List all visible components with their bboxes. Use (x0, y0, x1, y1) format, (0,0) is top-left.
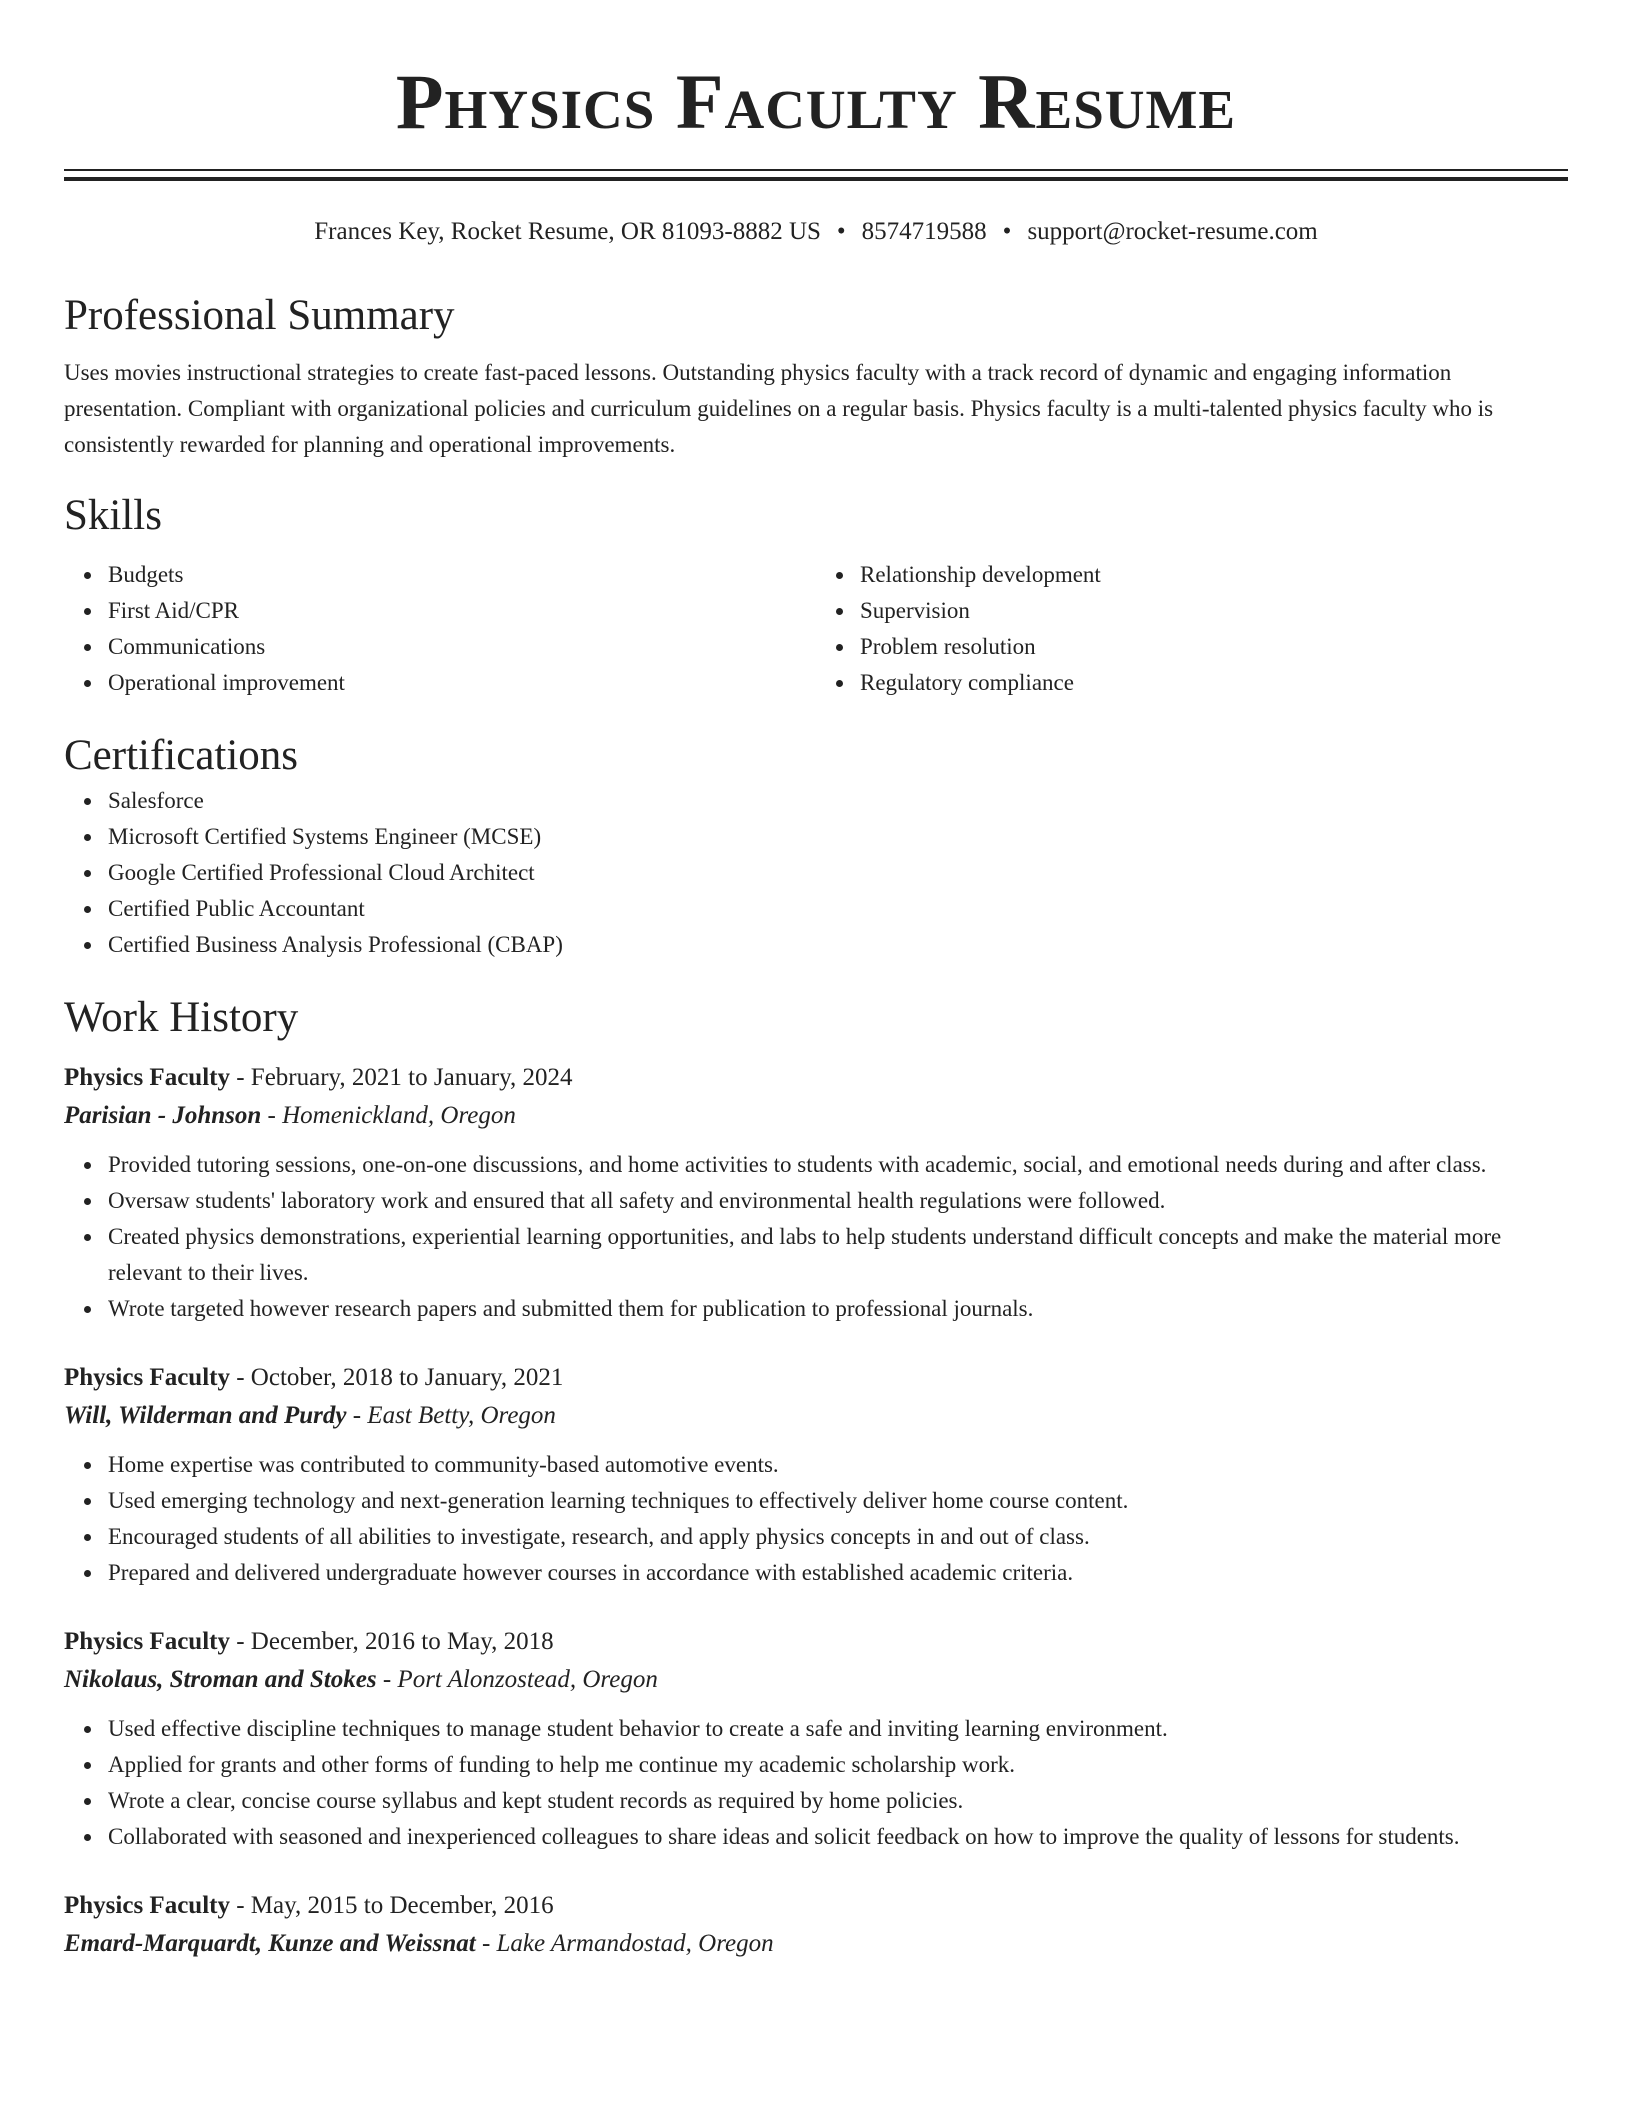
summary-text: Uses movies instructional strategies to create fast-paced lessons. Outstanding physics faculty with a track record of dynamic and engaging information presentation. Compliant with organizational policies and curriculum guidelines on a regular basis. Physics faculty is a multi-talented physics faculty who is consistently rewarded for planning and operational improvements. (64, 360, 1494, 457)
skill-item: Operational improvement (108, 665, 816, 701)
job-location: East Betty, Oregon (367, 1402, 556, 1429)
job-title: Physics Faculty (64, 1064, 230, 1091)
contact-line (64, 215, 1568, 249)
job-company-line (64, 1661, 1568, 1699)
skill-item: Problem resolution (860, 629, 1568, 665)
dash: - (229, 1892, 251, 1919)
job-dates: December, 2016 to May, 2018 (250, 1628, 554, 1655)
job-title: Physics Faculty (64, 1892, 230, 1919)
job-title: Physics Faculty (64, 1364, 230, 1391)
professional-summary-section (64, 289, 1568, 463)
dash: - (376, 1666, 398, 1693)
job-bullets (64, 1711, 1568, 1855)
dash: - (229, 1628, 251, 1655)
job-dates: October, 2018 to January, 2021 (250, 1364, 564, 1391)
job-bullet: Provided tutoring sessions, one-on-one discussions, and home activities to students with academic, social, and emotional needs during and after class. (108, 1147, 1568, 1183)
title-rule-thick (64, 177, 1568, 181)
job-company: Parisian - Johnson (64, 1102, 262, 1129)
job-entry (64, 1059, 1568, 1327)
job-bullet: Encouraged students of all abilities to investigate, research, and apply physics concepts in and out of class. (108, 1519, 1568, 1555)
job-bullet: Created physics demonstrations, experiential learning opportunities, and labs to help students understand difficult concepts and make the material more relevant to their lives. (108, 1219, 1568, 1291)
job-bullet: Oversaw students' laboratory work and ensured that all safety and environmental health regulations were followed. (108, 1183, 1568, 1219)
dash: - (346, 1402, 368, 1429)
job-location: Lake Armandostad, Oregon (496, 1930, 774, 1957)
certification-item: Google Certified Professional Cloud Architect (108, 855, 1568, 891)
certifications-section (64, 729, 1568, 963)
job-bullet: Applied for grants and other forms of funding to help me continue my academic scholarship work. (108, 1747, 1568, 1783)
section-heading: Skills (64, 492, 162, 539)
certification-item: Certified Public Accountant (108, 891, 1568, 927)
job-dates: May, 2015 to December, 2016 (250, 1892, 554, 1919)
job-bullet: Wrote targeted however research papers and submitted them for publication to professional journals. (108, 1291, 1568, 1327)
skills-list-left (64, 557, 816, 701)
skills-section (64, 489, 1568, 701)
dash: - (261, 1102, 283, 1129)
contact-separator: • (1002, 218, 1012, 245)
certification-item: Certified Business Analysis Professional (CBAP) (108, 927, 1568, 963)
job-bullet: Used effective discipline techniques to manage student behavior to create a safe and inviting learning environment. (108, 1711, 1568, 1747)
section-heading: Certifications (64, 732, 299, 779)
job-company: Emard-Marquardt, Kunze and Weissnat (64, 1930, 476, 1957)
skill-item: First Aid/CPR (108, 593, 816, 629)
skill-item: Communications (108, 629, 816, 665)
page-title: Physics Faculty Resume (395, 58, 1237, 145)
job-entry (64, 1359, 1568, 1591)
job-title-line (64, 1623, 1568, 1661)
job-company-line (64, 1097, 1568, 1135)
job-location: Port Alonzostead, Oregon (397, 1666, 658, 1693)
skills-grid (64, 557, 1568, 701)
job-dates: February, 2021 to January, 2024 (250, 1064, 573, 1091)
job-company: Nikolaus, Stroman and Stokes (64, 1666, 377, 1693)
skill-item: Regulatory compliance (860, 665, 1568, 701)
skill-item: Relationship development (860, 557, 1568, 593)
job-bullet: Prepared and delivered undergraduate however courses in accordance with established academic criteria. (108, 1555, 1568, 1591)
dash: - (475, 1930, 497, 1957)
job-bullets (64, 1147, 1568, 1327)
skill-item: Supervision (860, 593, 1568, 629)
contact-email: support@rocket-resume.com (1027, 218, 1318, 245)
job-bullet: Wrote a clear, concise course syllabus and kept student records as required by home policies. (108, 1783, 1568, 1819)
contact-phone: 8574719588 (861, 218, 987, 245)
job-company: Will, Wilderman and Purdy (64, 1402, 347, 1429)
job-title-line (64, 1059, 1568, 1097)
job-entry (64, 1887, 1568, 1963)
contact-separator: • (836, 218, 846, 245)
section-heading: Professional Summary (64, 292, 455, 339)
job-location: Homenickland, Oregon (282, 1102, 516, 1129)
work-history-section (64, 991, 1568, 1963)
skills-list-right (816, 557, 1568, 701)
section-heading: Work History (64, 994, 299, 1041)
job-entry (64, 1623, 1568, 1855)
job-bullet: Home expertise was contributed to community-based automotive events. (108, 1447, 1568, 1483)
job-company-line (64, 1397, 1568, 1435)
skill-item: Budgets (108, 557, 816, 593)
job-bullets (64, 1447, 1568, 1591)
job-bullet: Collaborated with seasoned and inexperienced colleagues to share ideas and solicit feedback on how to improve the quality of lessons for students. (108, 1819, 1568, 1855)
job-title-line (64, 1887, 1568, 1925)
certification-item: Salesforce (108, 783, 1568, 819)
title-rule-thin (64, 169, 1568, 171)
job-bullet: Used emerging technology and next-generation learning techniques to effectively deliver home course content. (108, 1483, 1568, 1519)
job-title-line (64, 1359, 1568, 1397)
job-company-line (64, 1925, 1568, 1963)
certification-item: Microsoft Certified Systems Engineer (MCSE) (108, 819, 1568, 855)
dash: - (229, 1064, 251, 1091)
job-title: Physics Faculty (64, 1628, 230, 1655)
dash: - (229, 1364, 251, 1391)
contact-address: Frances Key, Rocket Resume, OR 81093-8882 US (314, 218, 821, 245)
certifications-list (64, 783, 1568, 963)
